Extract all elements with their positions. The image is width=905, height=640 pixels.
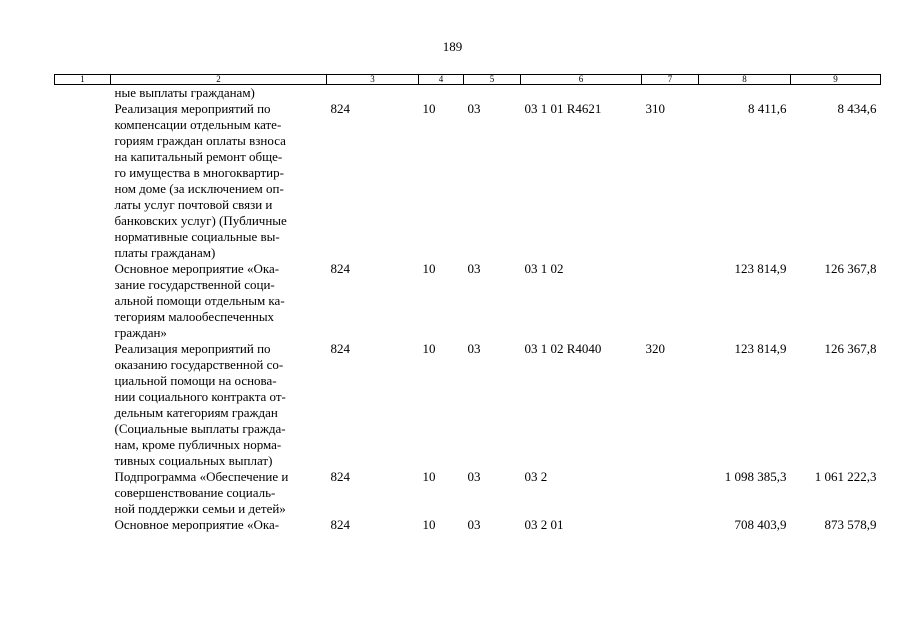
cell-ministry-code: 824 <box>330 517 350 532</box>
cell-amount-2: 126 367,8 <box>824 261 877 276</box>
cell-ministry-code <box>327 85 419 102</box>
table-row <box>55 101 881 261</box>
cell-ministry-code: 824 <box>330 341 350 356</box>
header-col-6: 6 <box>521 75 642 85</box>
table-row <box>55 341 881 469</box>
cell-amount-1: 8 411,6 <box>747 101 787 116</box>
cell-name: Основное мероприятие «Ока- <box>114 517 280 532</box>
cell-name: Подпрограмма «Обеспечение и совершенствование социаль- ной поддержки семьи и детей» <box>114 469 289 516</box>
cell-amount-2: 1 061 222,3 <box>814 469 877 484</box>
cell-col-1 <box>55 261 111 341</box>
cell-target-article: 03 1 01 R4621 <box>524 101 602 116</box>
header-col-3: 3 <box>327 75 419 85</box>
cell-target-article: 03 2 <box>524 469 548 484</box>
cell-target-article: 03 1 02 <box>524 261 564 276</box>
cell-target-article: 03 2 01 <box>524 517 564 532</box>
table-header <box>55 75 881 85</box>
cell-col-1 <box>55 341 111 469</box>
cell-name: Реализация мероприятий по компенсации отдельным кате- гориям граждан оплаты взноса на капитальный ремонт обще- го имущества в многоквартир- ном доме (за исключением оп- латы услуг почтовой связи и банковских услуг) (Публичные нормативные социальные вы- платы гражданам) <box>114 101 287 260</box>
cell-col-1 <box>55 517 111 533</box>
header-col-4: 4 <box>419 75 464 85</box>
table-row <box>55 469 881 517</box>
cell-subsection: 03 <box>467 101 481 116</box>
cell-expense-type <box>642 261 699 341</box>
cell-expense-type: 310 <box>645 101 665 116</box>
cell-amount-2: 126 367,8 <box>824 341 877 356</box>
cell-amount-1: 123 814,9 <box>734 341 787 356</box>
cell-section <box>419 85 464 102</box>
cell-col-1 <box>55 101 111 261</box>
cell-expense-type <box>642 85 699 102</box>
cell-ministry-code: 824 <box>330 261 350 276</box>
cell-section: 10 <box>422 101 436 116</box>
cell-amount-2: 8 434,6 <box>837 101 877 116</box>
cell-name: ные выплаты гражданам) <box>114 85 255 100</box>
cell-subsection: 03 <box>467 341 481 356</box>
cell-amount-1 <box>699 85 791 102</box>
header-col-2: 2 <box>111 75 327 85</box>
header-col-1: 1 <box>55 75 111 85</box>
cell-col-1 <box>55 85 111 102</box>
table-row <box>55 517 881 533</box>
cell-section: 10 <box>422 517 436 532</box>
cell-section: 10 <box>422 469 436 484</box>
table-row <box>55 261 881 341</box>
cell-subsection: 03 <box>467 261 481 276</box>
cell-subsection <box>464 85 521 102</box>
header-col-7: 7 <box>642 75 699 85</box>
table-row <box>55 85 881 102</box>
header-col-9: 9 <box>791 75 881 85</box>
cell-amount-1: 708 403,9 <box>734 517 787 532</box>
cell-expense-type: 320 <box>645 341 665 356</box>
cell-amount-1: 123 814,9 <box>734 261 787 276</box>
cell-ministry-code: 824 <box>330 101 350 116</box>
cell-expense-type <box>642 517 699 533</box>
cell-section: 10 <box>422 341 436 356</box>
budget-table <box>54 74 881 533</box>
header-col-8: 8 <box>699 75 791 85</box>
header-row <box>55 75 881 85</box>
cell-target-article: 03 1 02 R4040 <box>524 341 602 356</box>
header-col-5: 5 <box>464 75 521 85</box>
cell-col-1 <box>55 469 111 517</box>
cell-amount-1: 1 098 385,3 <box>724 469 787 484</box>
cell-amount-2 <box>791 85 881 102</box>
table-body <box>55 85 881 534</box>
cell-section: 10 <box>422 261 436 276</box>
cell-name: Основное мероприятие «Ока- зание государственной соци- альной помощи отдельным ка- тегориям малообеспеченных граждан» <box>114 261 285 340</box>
cell-ministry-code: 824 <box>330 469 350 484</box>
cell-name: Реализация мероприятий по оказанию государственной со- циальной помощи на основа- нии социального контракта от- дельным категориям граждан (Социальные выплаты гражда- нам, кроме публичных норма- тивных социальных выплат) <box>114 341 286 468</box>
page-number: 189 <box>442 39 463 54</box>
cell-amount-2: 873 578,9 <box>824 517 877 532</box>
cell-subsection: 03 <box>467 517 481 532</box>
cell-expense-type <box>642 469 699 517</box>
cell-target-article <box>521 85 642 102</box>
cell-subsection: 03 <box>467 469 481 484</box>
